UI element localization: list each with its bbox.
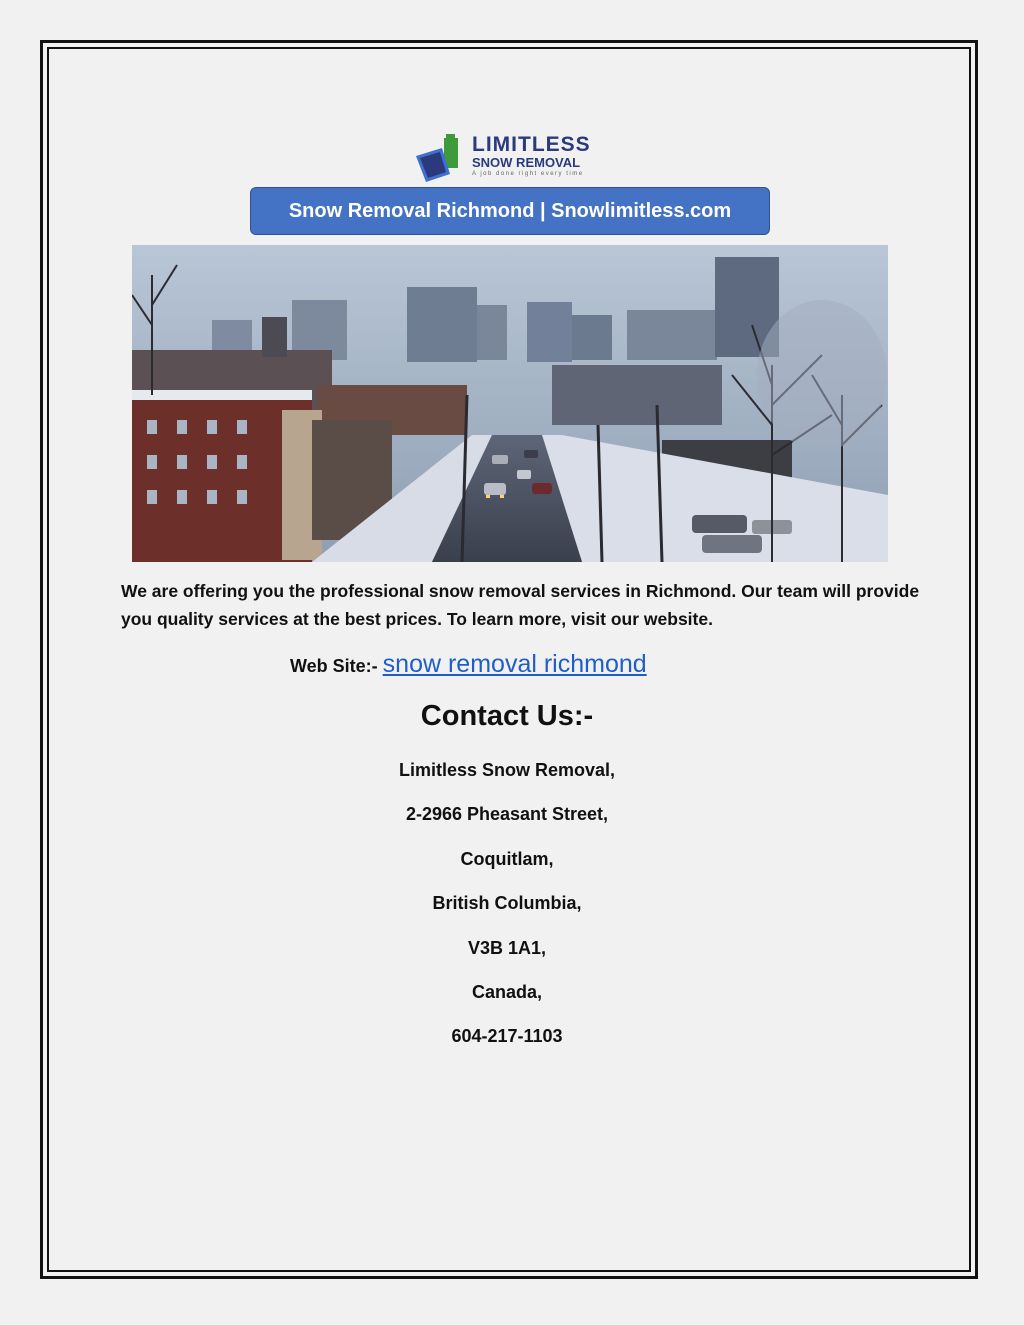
website-link[interactable]: snow removal richmond — [382, 650, 647, 678]
website-label: Web Site:- — [290, 656, 383, 676]
service-description: We are offering you the professional snow removal services in Richmond. Our team will provide you quality services at the best prices. To learn more, visit our website. — [121, 581, 920, 629]
company-logo — [414, 134, 604, 184]
contact-postal-code: V3B 1A1, — [467, 937, 547, 958]
logo-tagline: A job done right every time — [472, 171, 584, 177]
website-row — [290, 650, 647, 679]
logo-word-snow-removal: SNOW REMOVAL — [472, 155, 581, 170]
contact-province: British Columbia, — [432, 893, 582, 914]
snowy-city-street-photo — [132, 245, 888, 562]
contact-country: Canada, — [471, 981, 543, 1002]
contact-city: Coquitlam, — [460, 848, 554, 869]
logo-word-limitless: LIMITLESS — [472, 133, 591, 156]
page-title: Snow Removal Richmond | Snowlimitless.com — [250, 187, 770, 235]
contact-phone: 604-217-1103 — [451, 1026, 563, 1047]
contact-heading: Contact Us:- — [420, 700, 594, 732]
contact-address — [0, 756, 1014, 1067]
shovel-icon — [414, 134, 470, 184]
contact-company: Limitless Snow Removal, — [398, 760, 616, 780]
contact-street: 2-2966 Pheasant Street, — [405, 804, 609, 825]
